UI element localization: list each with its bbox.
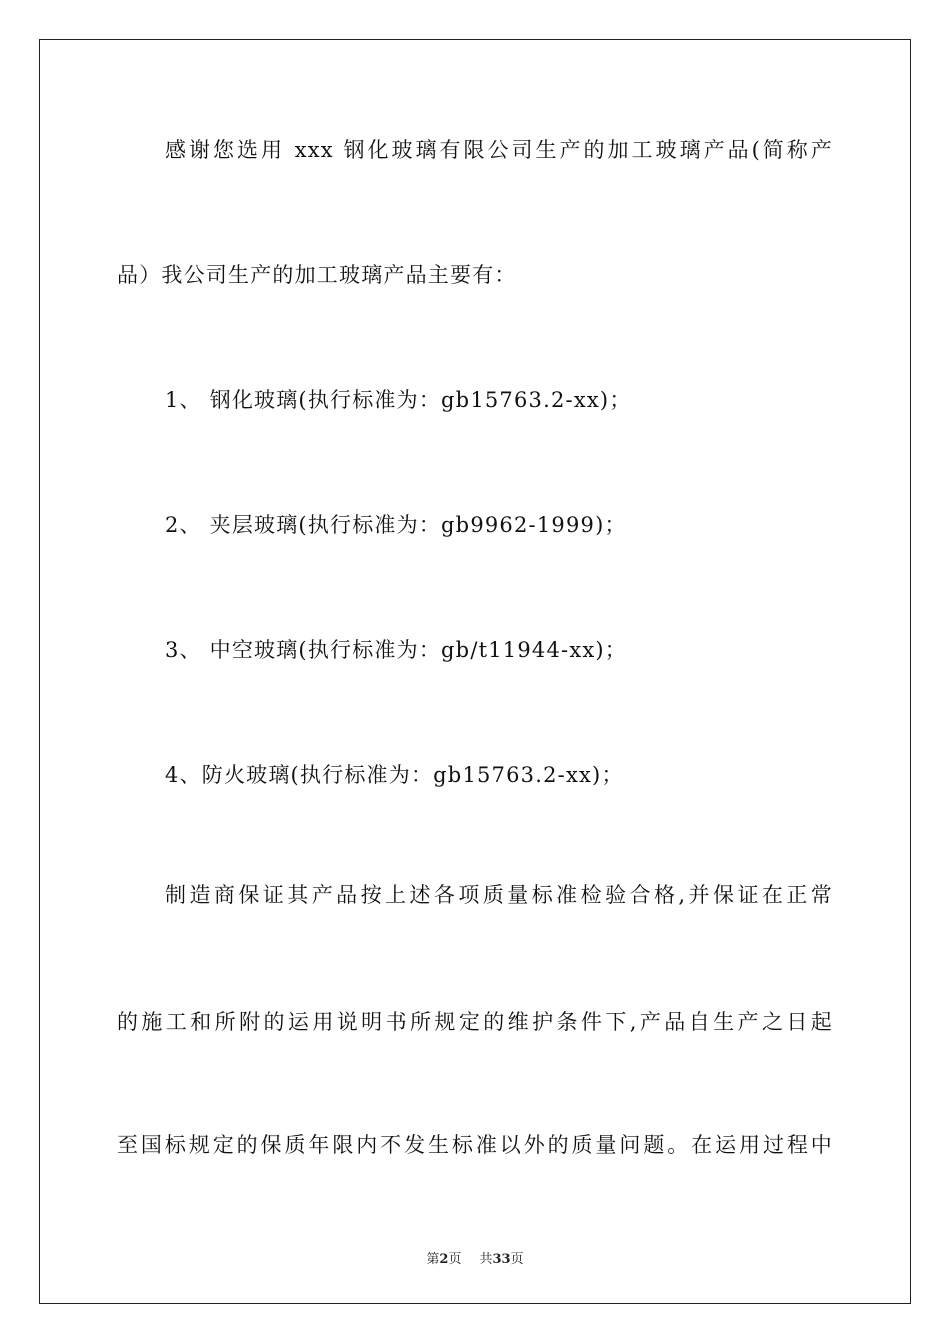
total-suffix: 页 xyxy=(510,1252,524,1267)
page-footer xyxy=(0,1248,950,1267)
page-border xyxy=(39,39,911,1304)
list-item-4: 4、防火玻璃(执行标准为：gb15763.2-xx)； xyxy=(165,763,624,787)
total-pages: 33 xyxy=(492,1252,511,1267)
intro-paragraph-line-2: 品）我公司生产的加工玻璃产品主要有： xyxy=(117,263,517,287)
list-item-1: 1、 钢化玻璃(执行标准为：gb15763.2-xx)； xyxy=(165,388,632,412)
page-suffix: 页 xyxy=(448,1252,462,1267)
list-item-3: 3、 中空玻璃(执行标准为：gb/t11944-xx)； xyxy=(165,638,628,662)
page-number: 2 xyxy=(439,1252,449,1267)
list-item-2: 2、 夹层玻璃(执行标准为：gb9962-1999)； xyxy=(165,513,627,537)
page-prefix: 第 xyxy=(426,1252,440,1267)
warranty-paragraph-line-3: 至国标规定的保质年限内不发生标准以外的质量问题。在运用过程中 xyxy=(117,1133,833,1157)
total-prefix: 共 xyxy=(479,1252,493,1267)
intro-paragraph-line-1: 感谢您选用 xxx 钢化玻璃有限公司生产的加工玻璃产品(简称产 xyxy=(165,138,833,162)
warranty-paragraph-line-1: 制造商保证其产品按上述各项质量标准检验合格,并保证在正常 xyxy=(165,883,833,907)
warranty-paragraph-line-2: 的施工和所附的运用说明书所规定的维护条件下,产品自生产之日起 xyxy=(117,1010,833,1034)
